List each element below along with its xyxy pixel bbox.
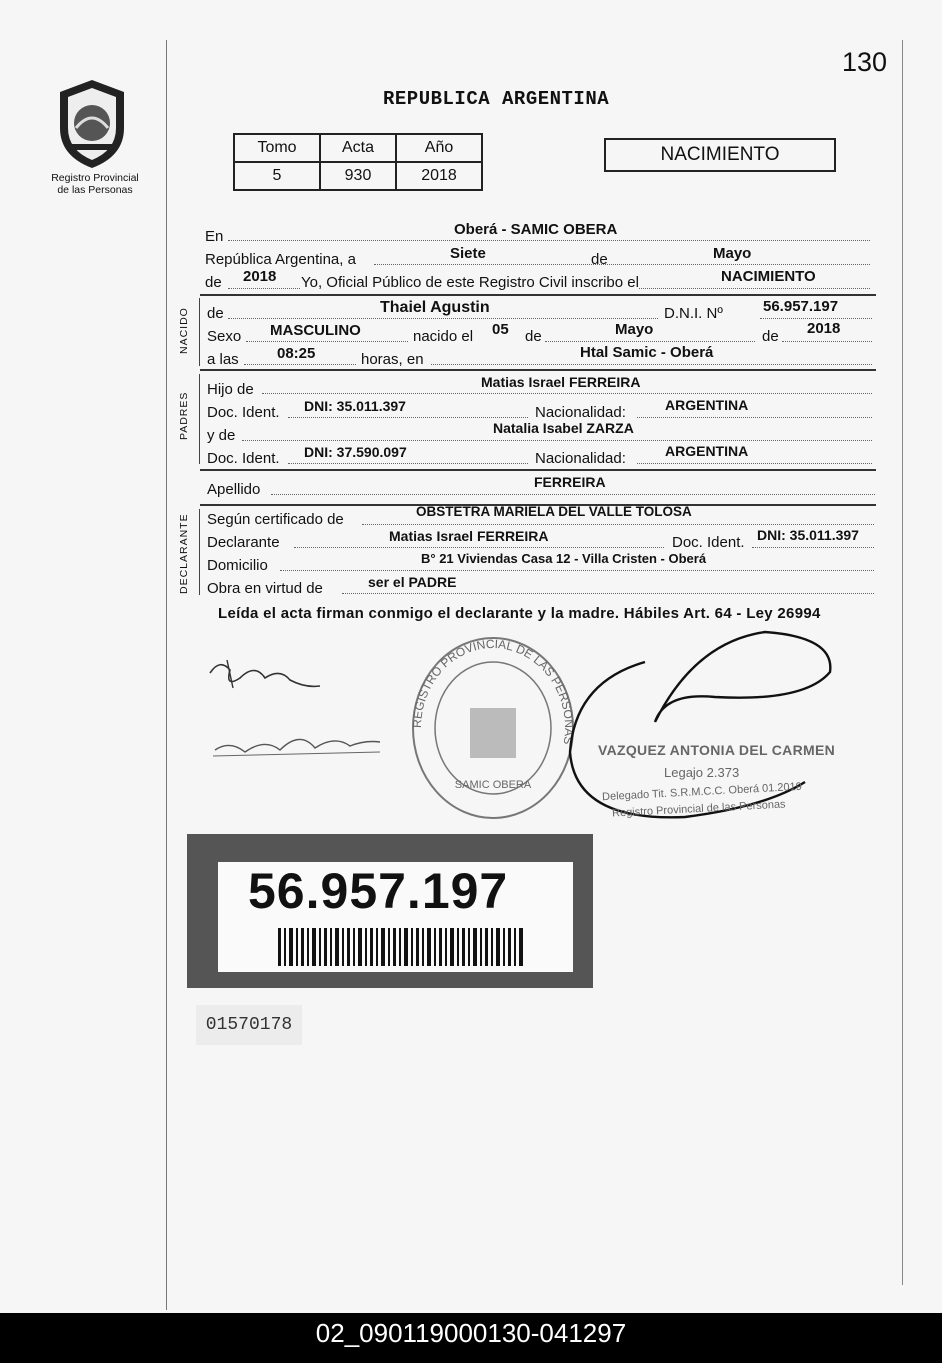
father-doc: DNI: 35.011.397	[304, 398, 406, 414]
header-acta: Acta	[320, 134, 396, 162]
section-bracket	[199, 374, 200, 464]
certificado-label: Según certificado de	[207, 511, 344, 528]
horas-en-label: horas, en	[361, 351, 424, 368]
section-bracket	[199, 298, 200, 366]
obra-label: Obra en virtud de	[207, 580, 323, 597]
dotted-line	[288, 463, 528, 464]
a-las-label: a las	[207, 351, 239, 368]
apellido-value: FERREIRA	[534, 474, 606, 490]
file-identifier: 02_090119000130-041297	[0, 1313, 942, 1363]
month-value: Mayo	[713, 245, 752, 262]
birth-time: 08:25	[277, 345, 316, 362]
sexo-value: MASCULINO	[270, 322, 361, 339]
domicilio-label: Domicilio	[207, 557, 268, 574]
dotted-line	[294, 547, 664, 548]
official-registry: Registro Provincial de las Personas	[611, 798, 786, 820]
page-margin-line-left	[166, 40, 167, 1310]
birth-year: 2018	[807, 320, 841, 337]
child-name: Thaiel Agustin	[380, 299, 490, 316]
year-value: 2018	[243, 268, 277, 285]
nacido-section-label: NACIDO	[178, 307, 190, 354]
official-title: Delegado Tit. S.R.M.C.C. Oberá 01.2019	[601, 780, 803, 804]
stamp-circle-text: REGISTRO PROVINCIAL DE LAS PERSONAS	[409, 636, 577, 746]
dotted-line	[262, 393, 872, 394]
dotted-line	[280, 570, 874, 571]
republica-label: República Argentina, a	[205, 251, 356, 268]
y-de-label: y de	[207, 427, 236, 444]
nacido-de-label: de	[207, 305, 224, 322]
serial-number: 01570178	[196, 1005, 302, 1045]
section-divider	[200, 294, 876, 296]
record-type-box: NACIMIENTO	[604, 138, 836, 172]
child-dni: 56.957.197	[763, 298, 839, 315]
record-table-header-row	[234, 134, 482, 162]
dotted-line	[431, 364, 872, 365]
birth-day: 05	[492, 321, 509, 338]
declarante-section-label: DECLARANTE	[178, 513, 190, 594]
page-margin-line-right	[902, 40, 903, 1285]
section-bracket	[199, 509, 200, 595]
official-name: VAZQUEZ ANTONIA DEL CARMEN	[598, 742, 835, 758]
dotted-line	[228, 318, 658, 319]
sexo-label: Sexo	[207, 328, 242, 345]
nacido-el-label: nacido el	[413, 328, 474, 345]
father-doc-label: Doc. Ident.	[207, 404, 280, 421]
apellido-label: Apellido	[207, 481, 261, 498]
declarante-doc-label: Doc. Ident.	[672, 534, 745, 551]
birth-month: Mayo	[615, 321, 654, 338]
declarante-value: Matias Israel FERREIRA	[389, 528, 549, 544]
de-label-2: de	[205, 274, 222, 291]
dotted-line	[288, 417, 528, 418]
official-round-stamp	[408, 628, 578, 828]
mother-nationality: ARGENTINA	[665, 443, 749, 459]
section-divider	[200, 469, 876, 471]
header-tomo: Tomo	[234, 134, 320, 162]
mother-nat-label: Nacionalidad:	[535, 450, 626, 467]
dni-label: D.N.I. Nº	[664, 305, 723, 322]
certificado-value: OBSTETRA MARIELA DEL VALLE TOLOSA	[416, 504, 692, 519]
de-label-3: de	[525, 328, 542, 345]
document-title: REPUBLICA ARGENTINA	[383, 88, 610, 110]
declarant-signature	[205, 648, 325, 693]
obra-value: ser el PADRE	[368, 574, 457, 590]
declarante-label: Declarante	[207, 534, 280, 551]
dotted-line	[242, 440, 872, 441]
declarante-doc: DNI: 35.011.397	[757, 527, 859, 543]
dotted-line	[271, 494, 875, 495]
sticker-number: 56.957.197	[248, 863, 509, 919]
father-nat-label: Nacionalidad:	[535, 404, 626, 421]
closing-statement: Leída el acta firman conmigo el declarante y la madre. Hábiles Art. 64 - Ley 26994	[218, 605, 821, 622]
day-value: Siete	[450, 245, 486, 262]
hijo-de-label: Hijo de	[207, 381, 254, 398]
padres-section-label: PADRES	[178, 391, 190, 440]
mother-signature	[210, 720, 385, 765]
act-value: NACIMIENTO	[721, 268, 816, 285]
dotted-line	[637, 463, 872, 464]
mother-doc-label: Doc. Ident.	[207, 450, 280, 467]
dotted-line	[374, 264, 870, 265]
dotted-line	[782, 341, 872, 342]
province-seal-logo	[52, 78, 132, 170]
mother-doc: DNI: 37.590.097	[304, 444, 407, 460]
de-label-4: de	[762, 328, 779, 345]
dotted-line	[545, 341, 755, 342]
org-line-1: Registro Provincial	[51, 172, 139, 184]
dotted-line	[637, 417, 872, 418]
page-number: 130	[842, 47, 888, 77]
record-table	[233, 133, 483, 191]
father-name: Matias Israel FERREIRA	[481, 374, 641, 390]
dotted-line	[760, 318, 872, 319]
dotted-line	[342, 593, 874, 594]
place-value: Oberá - SAMIC OBERA	[454, 221, 618, 238]
dotted-line	[362, 524, 874, 525]
domicilio-value: B° 21 Viviendas Casa 12 - Villa Cristen - Oberá	[421, 551, 707, 566]
dotted-line	[752, 547, 874, 548]
father-nationality: ARGENTINA	[665, 397, 749, 413]
org-line-2: de las Personas	[57, 184, 133, 196]
birth-place: Htal Samic - Oberá	[580, 344, 714, 361]
official-legajo: Legajo 2.373	[664, 765, 740, 780]
organization-name	[30, 172, 160, 196]
barcode	[278, 928, 528, 966]
de-label: de	[591, 251, 608, 268]
stamp-center-text: SAMIC OBERA	[454, 779, 532, 791]
value-tomo: 5	[234, 162, 320, 190]
mother-name: Natalia Isabel ZARZA	[493, 420, 634, 436]
en-label: En	[205, 228, 224, 245]
section-divider	[200, 369, 876, 371]
dotted-line	[228, 240, 870, 241]
value-acta: 930	[320, 162, 396, 190]
header-anio: Año	[396, 134, 482, 162]
inscribe-label: Yo, Oficial Público de este Registro Civil inscribo el	[301, 274, 639, 291]
dotted-line	[246, 341, 408, 342]
dotted-line	[244, 364, 356, 365]
record-table-value-row	[234, 162, 482, 190]
value-anio: 2018	[396, 162, 482, 190]
